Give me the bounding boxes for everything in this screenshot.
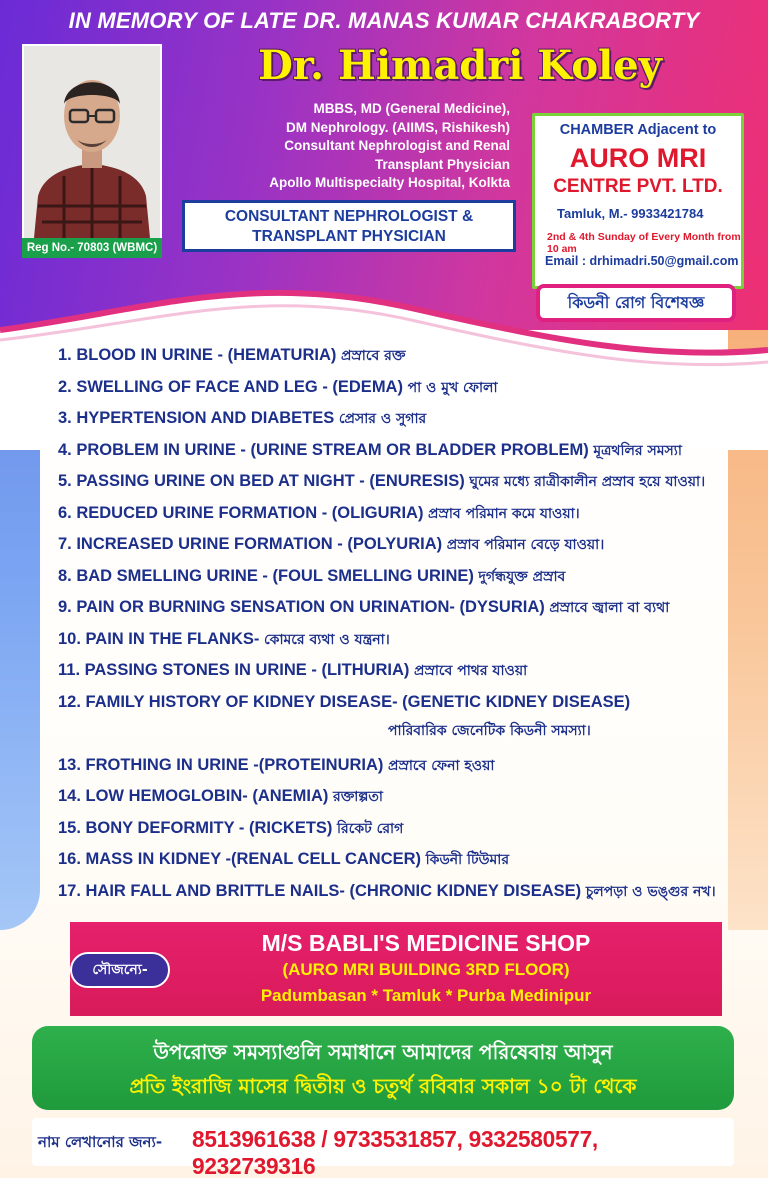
- symptom-item: 14. LOW HEMOGLOBIN- (ANEMIA) রক্তাল্পতা: [58, 787, 383, 805]
- symptom-item: 2. SWELLING OF FACE AND LEG - (EDEMA) পা ও মুখ ফোলা: [58, 377, 498, 396]
- promo-banner: [32, 1026, 734, 1110]
- symptom-item: 12. FAMILY HISTORY OF KIDNEY DISEASE- (GENETIC KIDNEY DISEASE): [58, 692, 631, 711]
- consultant-line: CONSULTANT NEPHROLOGIST &: [224, 208, 474, 225]
- symptom-item: 5. PASSING URINE ON BED AT NIGHT - (ENURESIS) ঘুমের মধ্যে রাত্রীকালীন প্রস্রাব হয়ে যাওয়া।: [58, 472, 706, 490]
- symptom-item: 7. INCREASED URINE FORMATION - (POLYURIA) প্রস্রাব পরিমান বেড়ে যাওয়া।: [58, 535, 605, 553]
- doctor-portrait-icon: [24, 46, 160, 238]
- shop-building: (AURO MRI BUILDING 3RD FLOOR): [282, 960, 570, 979]
- symptom-item: 17. HAIR FALL AND BRITTLE NAILS- (CHRONIC KIDNEY DISEASE) চুলপড়া ও ভঙ্গুর নখ।: [58, 881, 716, 900]
- symptom-list: [58, 342, 748, 909]
- chamber-label: CHAMBER Adjacent to: [559, 122, 717, 138]
- symptom-item: 8. BAD SMELLING URINE - (FOUL SMELLING URINE) দুর্গন্ধযুক্ত প্রস্রাব: [58, 566, 566, 585]
- chamber-name-line2: CENTRE PVT. LTD.: [553, 176, 723, 197]
- symptom-item: 11. PASSING STONES IN URINE - (LITHURIA) প্রস্রাবে পাথর যাওয়া: [58, 661, 528, 679]
- symptom-item: 10. PAIN IN THE FLANKS- কোমরে ব্যথা ও যন্ত্রনা।: [58, 629, 390, 648]
- promo-line: উপরোক্ত সমস্যাগুলি সমাধানে আমাদের পরিষেবায় আসুন: [153, 1040, 613, 1064]
- registration-contact: [32, 1118, 734, 1178]
- symptom-item: 3. HYPERTENSION AND DIABETES প্রেসার ও সুগার: [58, 409, 427, 427]
- symptom-item: 13. FROTHING IN URINE -(PROTEINURIA) প্রস্রাবে ফেনা হওয়া: [58, 755, 495, 774]
- chamber-box: [532, 113, 744, 289]
- symptom-item: 4. PROBLEM IN URINE - (URINE STREAM OR BLADDER PROBLEM) মূত্রথলির সমস্যা: [58, 440, 682, 459]
- courtesy-badge: সৌজন্যে-: [70, 952, 170, 988]
- symptom-item: 1. BLOOD IN URINE - (HEMATURIA) প্রস্রাবে রক্ত: [58, 346, 406, 364]
- symptom-item: 16. MASS IN KIDNEY -(RENAL CELL CANCER) কিডনী টিউমার: [58, 850, 510, 868]
- qualification-line: Apollo Multispecialty Hospital, Kolkta: [269, 175, 510, 190]
- doctor-name: Dr. Himadri Koley: [258, 42, 662, 89]
- qualification-line: DM Nephrology. (AIIMS, Rishikesh): [285, 119, 510, 135]
- promo-schedule-line: প্রতি ইংরাজি মাসের দ্বিতীয় ও চতুর্থ রবিবার সকাল ১০ টা থেকে: [129, 1074, 637, 1098]
- registration-label: নাম লেখানোর জন্য-: [38, 1133, 163, 1151]
- chamber-name: AURO MRI: [569, 143, 707, 173]
- qualification-line: Transplant Physician: [374, 156, 510, 172]
- qualification-line: Consultant Nephrologist and Renal: [284, 138, 510, 153]
- doctor-photo: [22, 44, 162, 240]
- symptom-item: 9. PAIN OR BURNING SENSATION ON URINATION- (DYSURIA) প্রস্রাবে জ্বালা বা ব্যথা: [58, 598, 670, 616]
- consultant-line: TRANSPLANT PHYSICIAN: [252, 228, 446, 245]
- qualification-line: MBBS, MD (General Medicine),: [313, 101, 510, 116]
- registration-number: Reg No.- 70803 (WBMC): [22, 238, 162, 258]
- symptom-item: 6. REDUCED URINE FORMATION - (OLIGURIA) প্রস্রাব পরিমান কমে যাওয়া।: [58, 503, 580, 522]
- chamber-email: Email : drhimadri.50@gmail.com: [545, 254, 739, 268]
- symptom-item-continuation: পারিবারিক জেনেটিক কিডনী সমস্যা।: [388, 723, 591, 739]
- memory-line: IN MEMORY OF LATE DR. MANAS KUMAR CHAKRABORTY: [68, 8, 700, 33]
- shop-address: Padumbasan * Tamluk * Purba Medinipur: [260, 986, 592, 1005]
- symptom-item: 15. BONY DEFORMITY - (RICKETS) রিকেট রোগ: [58, 818, 404, 837]
- shop-title: M/S BABLI'S MEDICINE SHOP: [261, 930, 591, 956]
- chamber-address: Tamluk, M.- 9933421784: [557, 206, 704, 221]
- qualifications: [170, 100, 510, 193]
- consultant-box: [182, 200, 516, 252]
- kidney-specialist-badge: কিডনী রোগ বিশেষজ্ঞ: [536, 284, 736, 322]
- registration-phones: 8513961638 / 9733531857, 9332580577, 9232739316: [192, 1126, 598, 1178]
- chamber-schedule: 2nd & 4th Sunday of Every Month from 10 am: [547, 231, 741, 255]
